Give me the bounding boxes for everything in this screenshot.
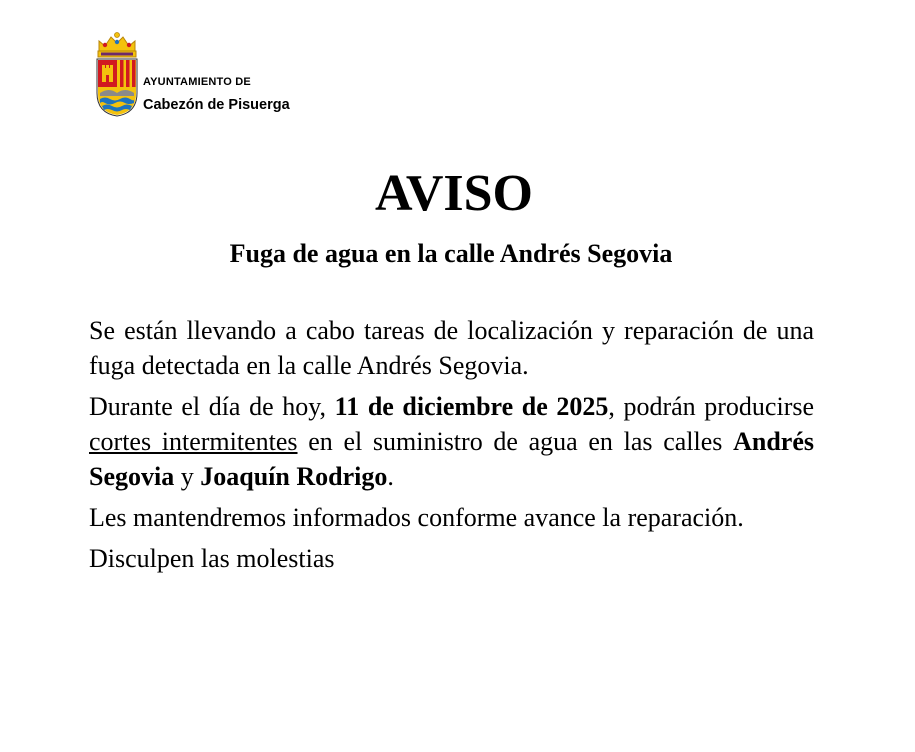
notice-body bbox=[89, 313, 814, 582]
org-line-2: Cabezón de Pisuerga bbox=[143, 97, 290, 113]
paragraph-4: Disculpen las molestias bbox=[89, 544, 335, 573]
org-line-1: AYUNTAMIENTO DE bbox=[143, 76, 251, 88]
paragraph-2 bbox=[89, 389, 814, 494]
p2-text-1: Durante el día de hoy, bbox=[89, 392, 335, 421]
paragraph-3: Les mantendremos informados conforme avance la reparación. bbox=[89, 503, 744, 532]
municipal-header bbox=[93, 31, 290, 117]
notice-subtitle: Fuga de agua en la calle Andrés Segovia bbox=[229, 239, 673, 268]
notice-title: AVISO bbox=[374, 165, 533, 222]
p2-text-2: , podrán producirse bbox=[608, 392, 815, 421]
p2-text-3: en el suministro de agua en las calles bbox=[297, 427, 734, 456]
street-2: Joaquín Rodrigo bbox=[200, 462, 388, 491]
p2-text-4: y bbox=[174, 462, 201, 491]
organization-name bbox=[143, 75, 290, 114]
notice-date: 11 de diciembre de 2025 bbox=[334, 392, 609, 421]
paragraph-1: Se están llevando a cabo tareas de localización y reparación de una fuga detectada en la calle Andrés Segovia. bbox=[89, 316, 814, 380]
interruptions-underlined: cortes intermitentes bbox=[89, 427, 298, 456]
street-1: Andrés Segovia bbox=[89, 427, 814, 491]
p2-text-5: . bbox=[387, 462, 394, 491]
coat-of-arms-icon bbox=[93, 31, 141, 117]
